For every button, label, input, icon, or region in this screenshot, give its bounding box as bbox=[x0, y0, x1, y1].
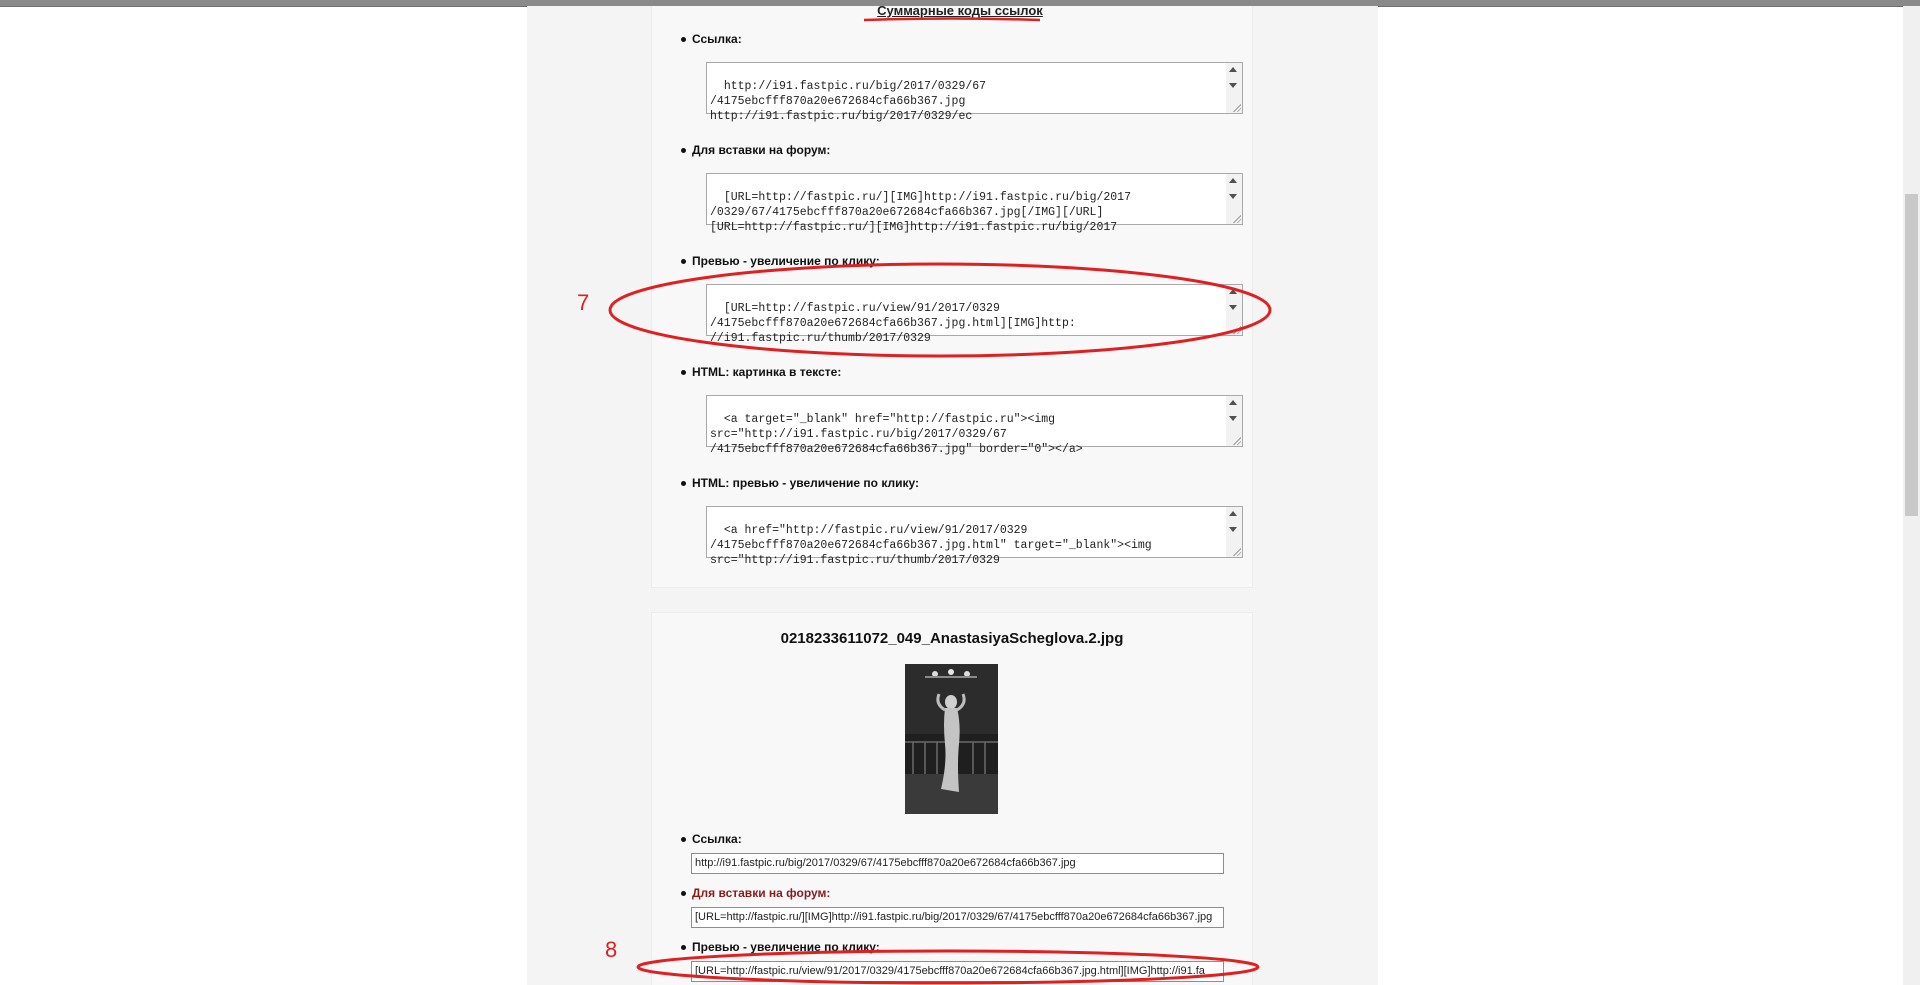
file-title: 0218233611072_049_AnastasiyaScheglova.2.jpg bbox=[780, 630, 1124, 647]
scroll-up-icon[interactable] bbox=[1229, 178, 1237, 183]
annotation-ellipse-8 bbox=[634, 945, 1262, 985]
scroll-up-icon[interactable] bbox=[1229, 67, 1237, 72]
summary-preview-label: Превью - увеличение по клику: bbox=[692, 254, 880, 268]
resize-grip-icon[interactable] bbox=[1233, 215, 1241, 223]
scroll-down-icon[interactable] bbox=[1229, 416, 1237, 421]
file-forum-label[interactable]: Для вставки на форум: bbox=[692, 886, 831, 900]
scroll-up-icon[interactable] bbox=[1229, 400, 1237, 405]
summary-html-inline-code: <a target="_blank" href="http://fastpic.ru"><img src="http://i91.fastpic.ru/big/2017/0329/67 /4175ebcfff870a20e672684cfa66b367.jpg" border="0"></a> bbox=[710, 413, 1083, 456]
summary-html-inline-label: HTML: картинка в тексте: bbox=[692, 365, 842, 379]
scroll-down-icon[interactable] bbox=[1229, 527, 1237, 532]
summary-html-inline-textarea[interactable] bbox=[706, 395, 1243, 456]
thumbnail-photo bbox=[905, 664, 998, 814]
resize-grip-icon[interactable] bbox=[1233, 437, 1241, 445]
summary-preview-code: [URL=http://fastpic.ru/view/91/2017/0329 /4175ebcfff870a20e672684cfa66b367.jpg.html][IMG]http: //i91.fastpic.ru/thumb/2017/0329 bbox=[710, 302, 1076, 345]
page-scrollbar[interactable] bbox=[1903, 6, 1920, 985]
summary-forum-label: Для вставки на форум: bbox=[692, 143, 831, 157]
scroll-down-icon[interactable] bbox=[1229, 83, 1237, 88]
file-preview-input[interactable]: [URL=http://fastpic.ru/view/91/2017/0329/4175ebcfff870a20e672684cfa66b367.jpg.html][IMG]http://i91.fa bbox=[691, 961, 1224, 982]
scroll-up-icon[interactable] bbox=[1229, 511, 1237, 516]
summary-title-underline bbox=[862, 17, 1042, 23]
file-preview-label: Превью - увеличение по клику: bbox=[692, 940, 880, 954]
summary-link-label: Ссылка: bbox=[692, 32, 742, 46]
summary-html-preview-textarea[interactable] bbox=[706, 506, 1243, 567]
scroll-down-icon[interactable] bbox=[1229, 194, 1237, 199]
summary-link-textarea[interactable] bbox=[706, 62, 1243, 123]
summary-title[interactable]: Суммарные коды ссылок bbox=[877, 3, 1043, 18]
file-link-input[interactable]: http://i91.fastpic.ru/big/2017/0329/67/4175ebcfff870a20e672684cfa66b367.jpg bbox=[691, 853, 1224, 874]
annotation-number-8: 8 bbox=[605, 937, 618, 962]
image-thumbnail[interactable] bbox=[905, 664, 998, 814]
resize-grip-icon[interactable] bbox=[1233, 104, 1241, 112]
file-forum-input[interactable]: [URL=http://fastpic.ru/][IMG]http://i91.fastpic.ru/big/2017/0329/67/4175ebcfff870a20e672684cfa66b367.jpg bbox=[691, 907, 1224, 928]
summary-link-code: http://i91.fastpic.ru/big/2017/0329/67 /4175ebcfff870a20e672684cfa66b367.jpg http://i91.fastpic.ru/big/2017/0329/ec bbox=[710, 80, 987, 123]
annotation-ellipse-7 bbox=[605, 260, 1275, 360]
summary-forum-textarea[interactable] bbox=[706, 173, 1243, 234]
summary-html-preview-code: <a href="http://fastpic.ru/view/91/2017/0329 /4175ebcfff870a20e672684cfa66b367.jpg.html" target="_blank"><img src="http://i91.fastpic.ru/thumb/2017/0329 bbox=[710, 524, 1152, 567]
file-link-label: Ссылка: bbox=[692, 832, 742, 846]
summary-forum-code: [URL=http://fastpic.ru/][IMG]http://i91.fastpic.ru/big/2017 /0329/67/4175ebcfff870a20e672684cfa66b367.jpg[/IMG][/URL] [URL=http://fastpic.ru/][IMG]http://i91.fastpic.ru/big/2017 bbox=[710, 191, 1131, 234]
summary-html-preview-label: HTML: превью - увеличение по клику: bbox=[692, 476, 919, 490]
page-scrollbar-thumb[interactable] bbox=[1905, 194, 1918, 516]
annotation-number-7: 7 bbox=[577, 290, 590, 315]
resize-grip-icon[interactable] bbox=[1233, 548, 1241, 556]
